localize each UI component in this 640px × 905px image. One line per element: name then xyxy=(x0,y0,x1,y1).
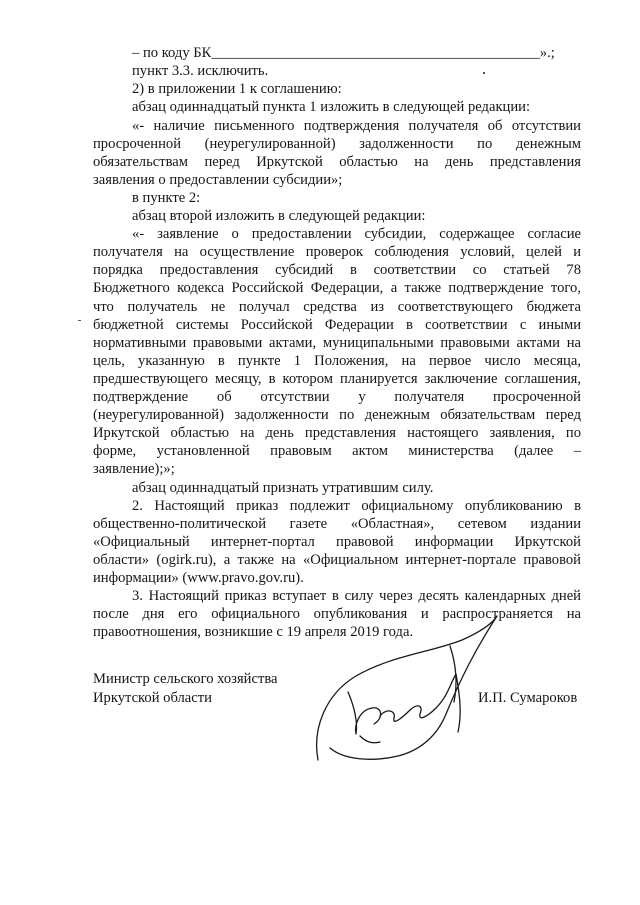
paragraph-line: – по коду БК_____________________________________________».; xyxy=(132,45,555,61)
paragraph-line: предшествующего месяцу, в котором планируется заключение соглашения, xyxy=(93,371,581,387)
paragraph-line: (неурегулированной) задолженности по денежным обязательствам перед xyxy=(93,407,581,423)
paragraph-line: «- наличие письменного подтверждения получателя об отсутствии xyxy=(132,118,581,134)
paragraph-line: цель, указанную в пункте 1 Положения, на первое число месяца, xyxy=(93,353,581,369)
paragraph-line: порядка предоставления субсидий в соответствии со статьей 78 xyxy=(93,262,581,278)
paragraph-line: 2. Настоящий приказ подлежит официальному опубликованию в xyxy=(132,498,581,514)
paragraph-line: бюджетной системы Российской Федерации в соответствии с иными xyxy=(93,317,581,333)
paragraph-line: пункт 3.3. исключить. xyxy=(132,63,269,79)
paragraph-line: 2) в приложении 1 к соглашению: xyxy=(132,81,342,97)
handwritten-signature xyxy=(300,610,500,780)
paragraph-line: в пункте 2: xyxy=(132,190,201,206)
paragraph-line: заявление);»; xyxy=(93,461,175,477)
paragraph-line: Бюджетного кодекса Российской Федерации, а также подтверждение того, xyxy=(93,280,581,296)
paragraph-line: абзац второй изложить в следующей редакции: xyxy=(132,208,426,224)
paragraph-line: нормативными правовыми актами, муниципальными правовыми актами на xyxy=(93,335,581,351)
scan-speck xyxy=(483,72,485,74)
paragraph-line: «Официальный интернет-портал правовой информации Иркутской xyxy=(93,534,581,550)
paragraph-line: получателя на осуществление проверок соблюдения условий, целей и xyxy=(93,244,581,260)
paragraph-line: правоотношения, возникшие с 19 апреля 2019 года. xyxy=(93,624,414,640)
paragraph-line: области» (ogirk.ru), а также на «Официальном интернет-портале правовой xyxy=(93,552,581,568)
paragraph-line: что получатель не получал средства из соответствующего бюджета xyxy=(93,299,581,315)
paragraph-line: заявления о предоставлении субсидии»; xyxy=(93,172,343,188)
paragraph-line: «- заявление о предоставлении субсидии, содержащее согласие xyxy=(132,226,581,242)
paragraph-line: после дня его официального опубликования и распространяется на xyxy=(93,606,581,622)
position-line: Иркутской области xyxy=(93,690,212,706)
paragraph-line: абзац одиннадцатый признать утратившим силу. xyxy=(132,480,434,496)
scan-speck xyxy=(78,320,81,321)
position-line: Министр сельского хозяйства xyxy=(93,671,278,687)
paragraph-line: подтверждение об отсутствии у получателя просроченной xyxy=(93,389,581,405)
paragraph-line: обязательствам перед Иркутской областью на день представления xyxy=(93,154,581,170)
paragraph-line: просроченной (неурегулированной) задолженности по денежным xyxy=(93,136,581,152)
signatory-position xyxy=(93,670,278,708)
paragraph-line: 3. Настоящий приказ вступает в силу через десять календарных дней xyxy=(132,588,581,604)
paragraph-line: информации» (www.pravo.gov.ru). xyxy=(93,570,304,586)
paragraph-line: абзац одиннадцатый пункта 1 изложить в следующей редакции: xyxy=(132,99,531,115)
signatory-name: И.П. Сумароков xyxy=(478,690,578,706)
paragraph-line: Иркутской областью на день представления настоящего заявления, по xyxy=(93,425,581,441)
paragraph-line: общественно-политической газете «Областная», сетевом издании xyxy=(93,516,581,532)
paragraph-line: форме, установленной правовым актом министерства (далее – xyxy=(93,443,581,459)
